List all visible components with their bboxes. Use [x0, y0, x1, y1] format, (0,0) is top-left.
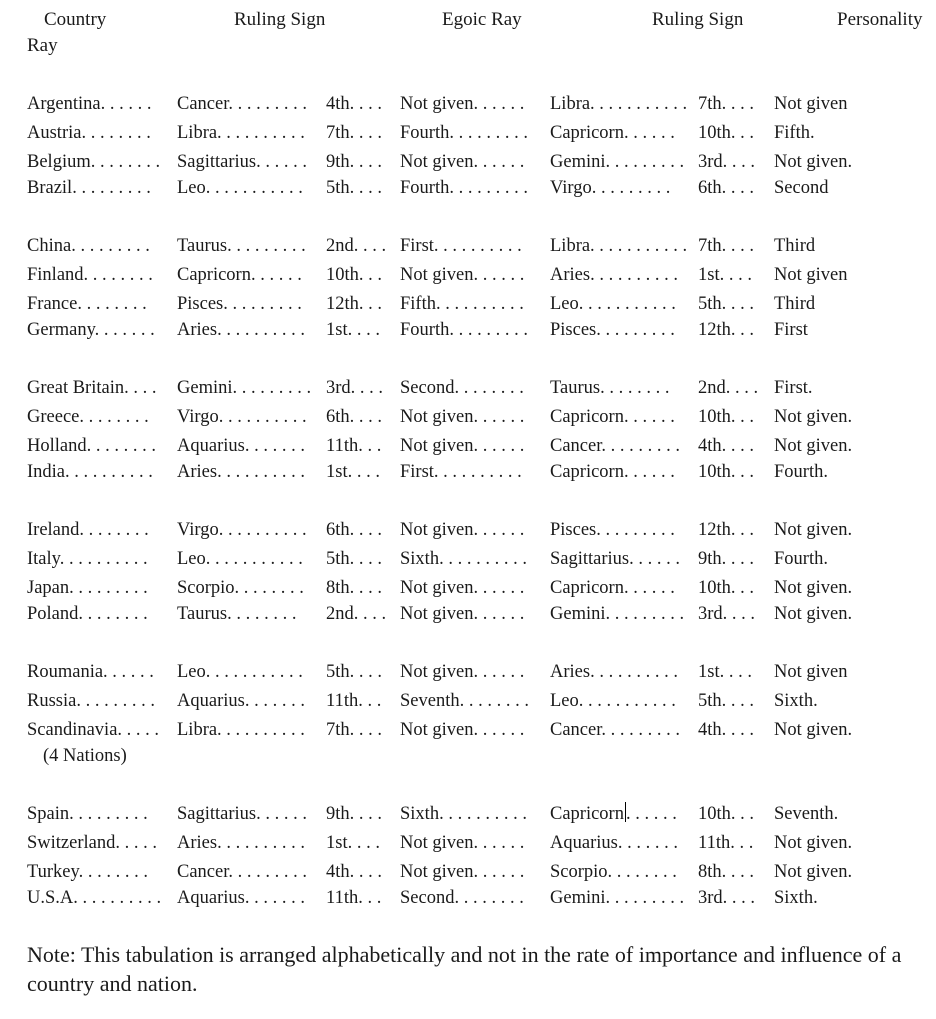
- personality-house-cell: 4th. . . .: [698, 720, 755, 740]
- egoic-ray-cell: Fourth. . . . . . . . .: [400, 178, 528, 198]
- personality-ray-cell: Not given.: [774, 604, 853, 624]
- egoic-house-cell: 3rd. . . .: [326, 378, 384, 398]
- personality-sign-cell: Gemini. . . . . . . . .: [550, 888, 685, 908]
- personality-sign-cell: Aries. . . . . . . . . .: [550, 662, 678, 682]
- egoic-house-cell: 7th. . . .: [326, 720, 383, 740]
- egoic-ray-cell: Not given. . . . . .: [400, 520, 525, 540]
- egoic-ray-cell: Fourth. . . . . . . . .: [400, 320, 528, 340]
- ruling-sign-cell: Virgo. . . . . . . . . .: [177, 407, 307, 427]
- ruling-sign-cell: Capricorn. . . . . .: [177, 265, 302, 285]
- table-row: [0, 120, 936, 146]
- ruling-sign-cell: Libra. . . . . . . . . .: [177, 123, 305, 143]
- personality-house-cell: 1st. . . .: [698, 265, 752, 285]
- table-row: [0, 262, 936, 288]
- ruling-sign-cell: Leo. . . . . . . . . . .: [177, 178, 303, 198]
- personality-sign-cell: Scorpio. . . . . . . .: [550, 862, 677, 882]
- ruling-sign-cell: Gemini. . . . . . . . .: [177, 378, 312, 398]
- personality-house-cell: 1st. . . .: [698, 662, 752, 682]
- country-cell: Switzerland. . . . .: [27, 833, 157, 853]
- egoic-ray-cell: Seventh. . . . . . . .: [400, 691, 529, 711]
- egoic-ray-cell: Not given. . . . . .: [400, 265, 525, 285]
- country-cell: Finland. . . . . . . .: [27, 265, 153, 285]
- personality-sign-cell: Aquarius. . . . . . .: [550, 833, 678, 853]
- table-row: [0, 885, 936, 911]
- personality-house-cell: 2nd. . . .: [698, 378, 759, 398]
- header-ruling-sign-1: Ruling Sign: [234, 9, 326, 30]
- egoic-house-cell: 1st. . . .: [326, 320, 380, 340]
- country-cell: Turkey. . . . . . . .: [27, 862, 148, 882]
- egoic-ray-cell: Fourth. . . . . . . . .: [400, 123, 528, 143]
- egoic-ray-cell: Not given. . . . . .: [400, 662, 525, 682]
- egoic-ray-cell: Not given. . . . . .: [400, 862, 525, 882]
- personality-ray-cell: Not given: [774, 265, 848, 285]
- personality-sign-cell: Capricorn . . . . . .: [550, 804, 677, 824]
- table-row: [0, 601, 936, 627]
- personality-house-cell: 10th. . .: [698, 804, 755, 824]
- personality-sign-cell: Gemini. . . . . . . . .: [550, 604, 685, 624]
- personality-sign-cell: Cancer. . . . . . . . .: [550, 720, 680, 740]
- country-cell: Japan. . . . . . . . .: [27, 578, 148, 598]
- egoic-house-cell: 2nd. . . .: [326, 604, 387, 624]
- table-row: [0, 801, 936, 827]
- egoic-ray-cell: Not given. . . . . .: [400, 720, 525, 740]
- egoic-ray-cell: Not given. . . . . .: [400, 833, 525, 853]
- personality-house-cell: 7th. . . .: [698, 94, 755, 114]
- country-cell: Russia. . . . . . . . .: [27, 691, 155, 711]
- egoic-house-cell: 11th. . .: [326, 436, 382, 456]
- table-row: [0, 233, 936, 259]
- egoic-house-cell: 9th. . . .: [326, 804, 383, 824]
- personality-sign-cell: Pisces. . . . . . . . .: [550, 320, 675, 340]
- personality-house-cell: 9th. . . .: [698, 549, 755, 569]
- personality-house-cell: 12th. . .: [698, 520, 755, 540]
- personality-ray-cell: Not given.: [774, 152, 853, 172]
- ruling-sign-cell: Leo. . . . . . . . . . .: [177, 549, 303, 569]
- ruling-sign-cell: Libra. . . . . . . . . .: [177, 720, 305, 740]
- egoic-ray-cell: Fifth. . . . . . . . . .: [400, 294, 524, 314]
- country-subnote: (4 Nations): [43, 746, 127, 766]
- personality-ray-cell: Not given: [774, 94, 848, 114]
- header-country: Country: [44, 9, 107, 30]
- country-cell: Great Britain. . . .: [27, 378, 157, 398]
- personality-sign-cell: Aries. . . . . . . . . .: [550, 265, 678, 285]
- personality-sign-cell: Capricorn. . . . . .: [550, 462, 675, 482]
- egoic-house-cell: 4th. . . .: [326, 94, 383, 114]
- personality-ray-cell: Not given.: [774, 436, 853, 456]
- personality-ray-cell: Not given.: [774, 578, 853, 598]
- egoic-ray-cell: Sixth. . . . . . . . . .: [400, 804, 527, 824]
- personality-house-cell: 5th. . . .: [698, 691, 755, 711]
- footnote: Note: This tabulation is arranged alphabetically and not in the rate of importance and influence of a country and nation.: [27, 942, 902, 996]
- ruling-sign-cell: Aries. . . . . . . . . .: [177, 320, 305, 340]
- personality-house-cell: 4th. . . .: [698, 436, 755, 456]
- ruling-sign-cell: Aquarius. . . . . . .: [177, 436, 305, 456]
- country-cell: Greece. . . . . . . .: [27, 407, 149, 427]
- ruling-sign-cell: Scorpio. . . . . . . .: [177, 578, 304, 598]
- table-row: [0, 404, 936, 430]
- personality-ray-cell: Third: [774, 294, 816, 314]
- header-ray: Ray: [27, 35, 58, 56]
- ruling-sign-cell: Leo. . . . . . . . . . .: [177, 662, 303, 682]
- country-cell: Austria. . . . . . . .: [27, 123, 151, 143]
- header-ruling-sign-2: Ruling Sign: [652, 9, 744, 30]
- ruling-sign-cell: Taurus. . . . . . . .: [177, 604, 297, 624]
- egoic-house-cell: 6th. . . .: [326, 407, 383, 427]
- personality-sign-cell: Capricorn. . . . . .: [550, 407, 675, 427]
- egoic-house-cell: 11th. . .: [326, 691, 382, 711]
- personality-ray-cell: Not given: [774, 662, 848, 682]
- personality-ray-cell: Third: [774, 236, 816, 256]
- ruling-sign-cell: Aquarius. . . . . . .: [177, 691, 305, 711]
- personality-house-cell: 10th. . .: [698, 578, 755, 598]
- country-cell: India. . . . . . . . . .: [27, 462, 153, 482]
- country-cell: Poland. . . . . . . .: [27, 604, 148, 624]
- table-row: [0, 659, 936, 685]
- personality-house-cell: 10th. . .: [698, 123, 755, 143]
- personality-ray-cell: Not given.: [774, 520, 853, 540]
- personality-ray-cell: Not given.: [774, 720, 853, 740]
- egoic-ray-cell: Second. . . . . . . .: [400, 378, 524, 398]
- ruling-sign-cell: Pisces. . . . . . . . .: [177, 294, 302, 314]
- personality-sign-cell: Capricorn. . . . . .: [550, 578, 675, 598]
- personality-ray-cell: Sixth.: [774, 691, 818, 711]
- personality-sign-cell: Leo. . . . . . . . . . .: [550, 691, 676, 711]
- egoic-ray-cell: First. . . . . . . . . .: [400, 236, 522, 256]
- ruling-sign-cell: Sagittarius. . . . . .: [177, 804, 308, 824]
- country-cell: U.S.A. . . . . . . . . .: [27, 888, 162, 908]
- egoic-house-cell: 12th. . .: [326, 294, 383, 314]
- personality-sign-cell: Libra. . . . . . . . . . .: [550, 94, 688, 114]
- personality-sign-cell: Capricorn. . . . . .: [550, 123, 675, 143]
- country-cell: Italy. . . . . . . . . .: [27, 549, 148, 569]
- egoic-ray-cell: Not given. . . . . .: [400, 436, 525, 456]
- personality-house-cell: 10th. . .: [698, 462, 755, 482]
- personality-ray-cell: Sixth.: [774, 888, 818, 908]
- egoic-house-cell: 4th. . . .: [326, 862, 383, 882]
- personality-ray-cell: Fifth.: [774, 123, 815, 143]
- table-row: [0, 575, 936, 601]
- egoic-ray-cell: Not given. . . . . .: [400, 578, 525, 598]
- personality-house-cell: 8th. . . .: [698, 862, 755, 882]
- personality-house-cell: 5th. . . .: [698, 294, 755, 314]
- egoic-ray-cell: Not given. . . . . .: [400, 407, 525, 427]
- egoic-house-cell: 1st. . . .: [326, 833, 380, 853]
- personality-sign-cell: Libra. . . . . . . . . . .: [550, 236, 688, 256]
- country-cell: Roumania. . . . . .: [27, 662, 154, 682]
- table-row: [0, 291, 936, 317]
- table-row: [0, 546, 936, 572]
- egoic-house-cell: 5th. . . .: [326, 662, 383, 682]
- country-cell: China. . . . . . . . .: [27, 236, 150, 256]
- personality-sign-cell: Pisces. . . . . . . . .: [550, 520, 675, 540]
- country-cell: Germany. . . . . . .: [27, 320, 155, 340]
- egoic-ray-cell: Second. . . . . . . .: [400, 888, 524, 908]
- ruling-sign-cell: Aries. . . . . . . . . .: [177, 833, 305, 853]
- country-cell: Belgium. . . . . . . .: [27, 152, 161, 172]
- personality-house-cell: 12th. . .: [698, 320, 755, 340]
- personality-house-cell: 3rd. . . .: [698, 888, 756, 908]
- egoic-ray-cell: Not given. . . . . .: [400, 94, 525, 114]
- egoic-ray-cell: Not given. . . . . .: [400, 152, 525, 172]
- personality-sign-cell: Cancer. . . . . . . . .: [550, 436, 680, 456]
- personality-house-cell: 11th. . .: [698, 833, 754, 853]
- egoic-house-cell: 6th. . . .: [326, 520, 383, 540]
- ruling-sign-cell: Taurus. . . . . . . . .: [177, 236, 306, 256]
- table-row: [0, 459, 936, 485]
- personality-ray-cell: Not given.: [774, 407, 853, 427]
- personality-sign-cell: Gemini. . . . . . . . .: [550, 152, 685, 172]
- table-row: [0, 517, 936, 543]
- personality-sign-cell: Taurus. . . . . . . .: [550, 378, 670, 398]
- header-egoic-ray: Egoic Ray: [442, 9, 522, 30]
- ruling-sign-cell: Virgo. . . . . . . . . .: [177, 520, 307, 540]
- country-cell: Scandinavia. . . . .: [27, 720, 160, 740]
- egoic-ray-cell: First. . . . . . . . . .: [400, 462, 522, 482]
- ruling-sign-cell: Cancer. . . . . . . . .: [177, 94, 307, 114]
- ruling-sign-cell: Cancer. . . . . . . . .: [177, 862, 307, 882]
- egoic-house-cell: 10th. . .: [326, 265, 383, 285]
- personality-house-cell: 10th. . .: [698, 407, 755, 427]
- personality-sign-cell: Virgo. . . . . . . . .: [550, 178, 671, 198]
- egoic-house-cell: 1st. . . .: [326, 462, 380, 482]
- egoic-house-cell: 9th. . . .: [326, 152, 383, 172]
- country-cell: Holland. . . . . . . .: [27, 436, 156, 456]
- personality-house-cell: 6th. . . .: [698, 178, 755, 198]
- egoic-house-cell: 11th. . .: [326, 888, 382, 908]
- table-row: [0, 91, 936, 117]
- personality-ray-cell: Second: [774, 178, 829, 198]
- personality-ray-cell: Fourth.: [774, 462, 828, 482]
- country-cell: Argentina. . . . . .: [27, 94, 152, 114]
- egoic-house-cell: 5th. . . .: [326, 549, 383, 569]
- ruling-sign-cell: Aquarius. . . . . . .: [177, 888, 305, 908]
- table-row: [0, 688, 936, 714]
- personality-ray-cell: First.: [774, 378, 813, 398]
- personality-ray-cell: Fourth.: [774, 549, 828, 569]
- personality-ray-cell: Not given.: [774, 862, 853, 882]
- table-row: [0, 717, 936, 743]
- table-row: [0, 375, 936, 401]
- country-cell: Ireland. . . . . . . .: [27, 520, 149, 540]
- egoic-house-cell: 7th. . . .: [326, 123, 383, 143]
- personality-ray-cell: First: [774, 320, 808, 340]
- egoic-house-cell: 2nd. . . .: [326, 236, 387, 256]
- header-personality: Personality: [837, 9, 923, 30]
- table-row: [0, 859, 936, 885]
- personality-ray-cell: Not given.: [774, 833, 853, 853]
- egoic-house-cell: 5th. . . .: [326, 178, 383, 198]
- personality-house-cell: 7th. . . .: [698, 236, 755, 256]
- table-row: [0, 149, 936, 175]
- personality-sign-cell: Sagittarius. . . . . .: [550, 549, 681, 569]
- country-cell: France. . . . . . . .: [27, 294, 147, 314]
- country-cell: Brazil. . . . . . . . .: [27, 178, 151, 198]
- table-row: [0, 317, 936, 343]
- country-cell: Spain. . . . . . . . .: [27, 804, 148, 824]
- personality-house-cell: 3rd. . . .: [698, 152, 756, 172]
- ruling-sign-cell: Sagittarius. . . . . .: [177, 152, 308, 172]
- table-row: [0, 830, 936, 856]
- egoic-ray-cell: Sixth. . . . . . . . . .: [400, 549, 527, 569]
- table-row: [0, 433, 936, 459]
- personality-ray-cell: Seventh.: [774, 804, 839, 824]
- egoic-ray-cell: Not given. . . . . .: [400, 604, 525, 624]
- personality-sign-cell: Leo. . . . . . . . . . .: [550, 294, 676, 314]
- ruling-sign-cell: Aries. . . . . . . . . .: [177, 462, 305, 482]
- egoic-house-cell: 8th. . . .: [326, 578, 383, 598]
- personality-house-cell: 3rd. . . .: [698, 604, 756, 624]
- table-row: [0, 175, 936, 201]
